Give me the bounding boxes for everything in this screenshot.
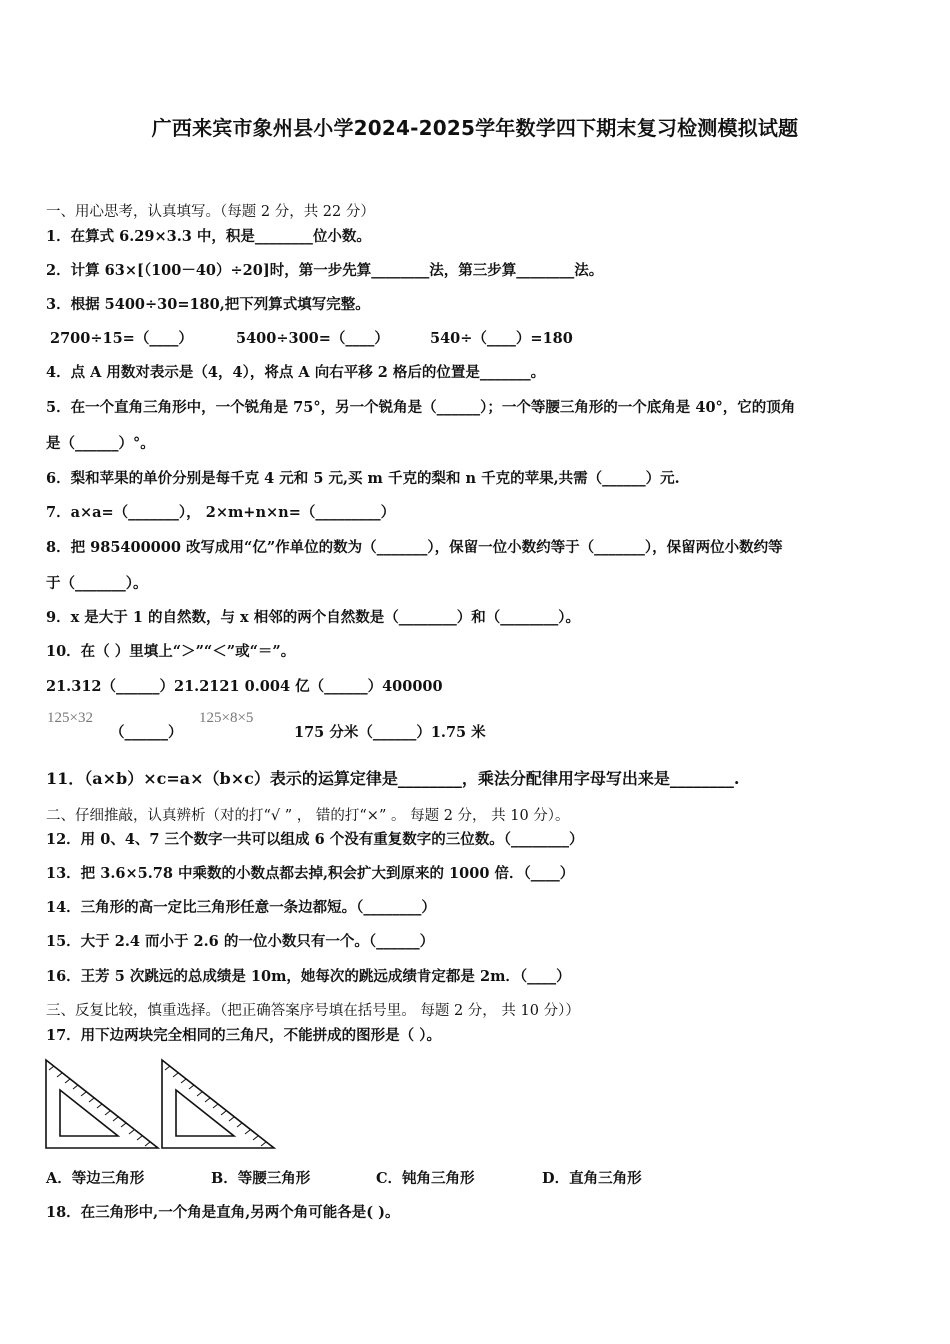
set-square-left	[46, 1060, 158, 1148]
question-3c: 540÷（____）=180	[430, 330, 573, 347]
question-6: 6．梨和苹果的单价分别是每千克 4 元和 5 元,买 m 千克的梨和 n 千克的苹果,共需（______）元.	[46, 470, 680, 487]
question-3a: 2700÷15=（____）	[50, 330, 193, 347]
question-5-line-1: 5．在一个直角三角形中，一个锐角是 75°，另一个锐角是（______）；一个等腰三角形的一个底角是 40°，它的顶角	[46, 399, 796, 416]
question-15: 15．大于 2.4 而小于 2.6 的一位小数只有一个。（______）	[46, 933, 435, 950]
option-b: B．等腰三角形	[211, 1170, 311, 1187]
expression-125x32: 125×32	[47, 710, 93, 726]
question-10-row-3: 175 分米（______）1.75 米	[294, 724, 486, 741]
question-1: 1．在算式 6.29×3.3 中，积是________位小数。	[46, 228, 371, 245]
question-13: 13．把 3.6×5.78 中乘数的小数点都去掉,积会扩大到原来的 1000 倍．（____）	[46, 865, 575, 882]
question-16: 16．王芳 5 次跳远的总成绩是 10m，她每次的跳远成绩肯定都是 2m．（____）	[46, 968, 571, 985]
question-17: 17．用下边两块完全相同的三角尺，不能拼成的图形是（ ）。	[46, 1027, 441, 1044]
set-square-figure	[44, 1056, 284, 1152]
question-3b: 5400÷300=（____）	[236, 330, 389, 347]
question-10-row-1: 21.312（______）21.2121 0.004 亿（______）400000	[46, 678, 443, 695]
question-8-line-2: 于（_______）。	[46, 575, 148, 592]
question-11: 11．（a×b）×c=a×（b×c）表示的运算定律是________，乘法分配律用字母写出来是________.	[46, 769, 740, 788]
section-3-heading: 三、反复比较，慎重选择。（把正确答案序号填在括号里。 每题 2 分， 共 10 分））	[46, 1003, 580, 1019]
set-square-right	[162, 1060, 274, 1148]
question-14: 14．三角形的高一定比三角形任意一条边都短。（________）	[46, 899, 436, 916]
question-3: 3．根据 5400÷30=180,把下列算式填写完整。	[46, 296, 370, 313]
option-c: C．钝角三角形	[376, 1170, 475, 1187]
question-9: 9．x 是大于 1 的自然数，与 x 相邻的两个自然数是（________）和（________）。	[46, 609, 580, 626]
question-8-line-1: 8．把 985400000 改写成用“亿”作单位的数为（_______），保留一位小数约等于（_______），保留两位小数约等	[46, 539, 783, 556]
question-10-blank: （______）	[110, 724, 183, 741]
section-1-heading: 一、用心思考，认真填写。（每题 2 分，共 22 分）	[46, 204, 375, 220]
question-7: 7．a×a=（_______）， 2×m+n×n=（_________）	[46, 504, 396, 521]
option-d: D．直角三角形	[542, 1170, 642, 1187]
question-4: 4．点 A 用数对表示是（4，4），将点 A 向右平移 2 格后的位置是_______。	[46, 364, 546, 381]
question-18: 18．在三角形中,一个角是直角,另两个角可能各是( )。	[46, 1204, 400, 1221]
page-title: 广西来宾市象州县小学2024-2025学年数学四下期末复习检测模拟试题	[151, 116, 799, 140]
option-a: A．等边三角形	[46, 1170, 145, 1187]
question-2: 2．计算 63×[（100－40）÷20]时，第一步先算________法，第三步算________法。	[46, 262, 604, 279]
question-12: 12．用 0、4、7 三个数字一共可以组成 6 个没有重复数字的三位数。（________）	[46, 831, 584, 848]
expression-125x8x5: 125×8×5	[199, 710, 254, 726]
question-10: 10．在（ ）里填上“＞”“＜”或“＝”。	[46, 643, 296, 660]
question-5-line-2: 是（______）°。	[46, 435, 155, 452]
section-2-heading: 二、仔细推敲，认真辨析（对的打“√ ” ， 错的打“×” 。 每题 2 分， 共 10 分）。	[46, 808, 570, 824]
